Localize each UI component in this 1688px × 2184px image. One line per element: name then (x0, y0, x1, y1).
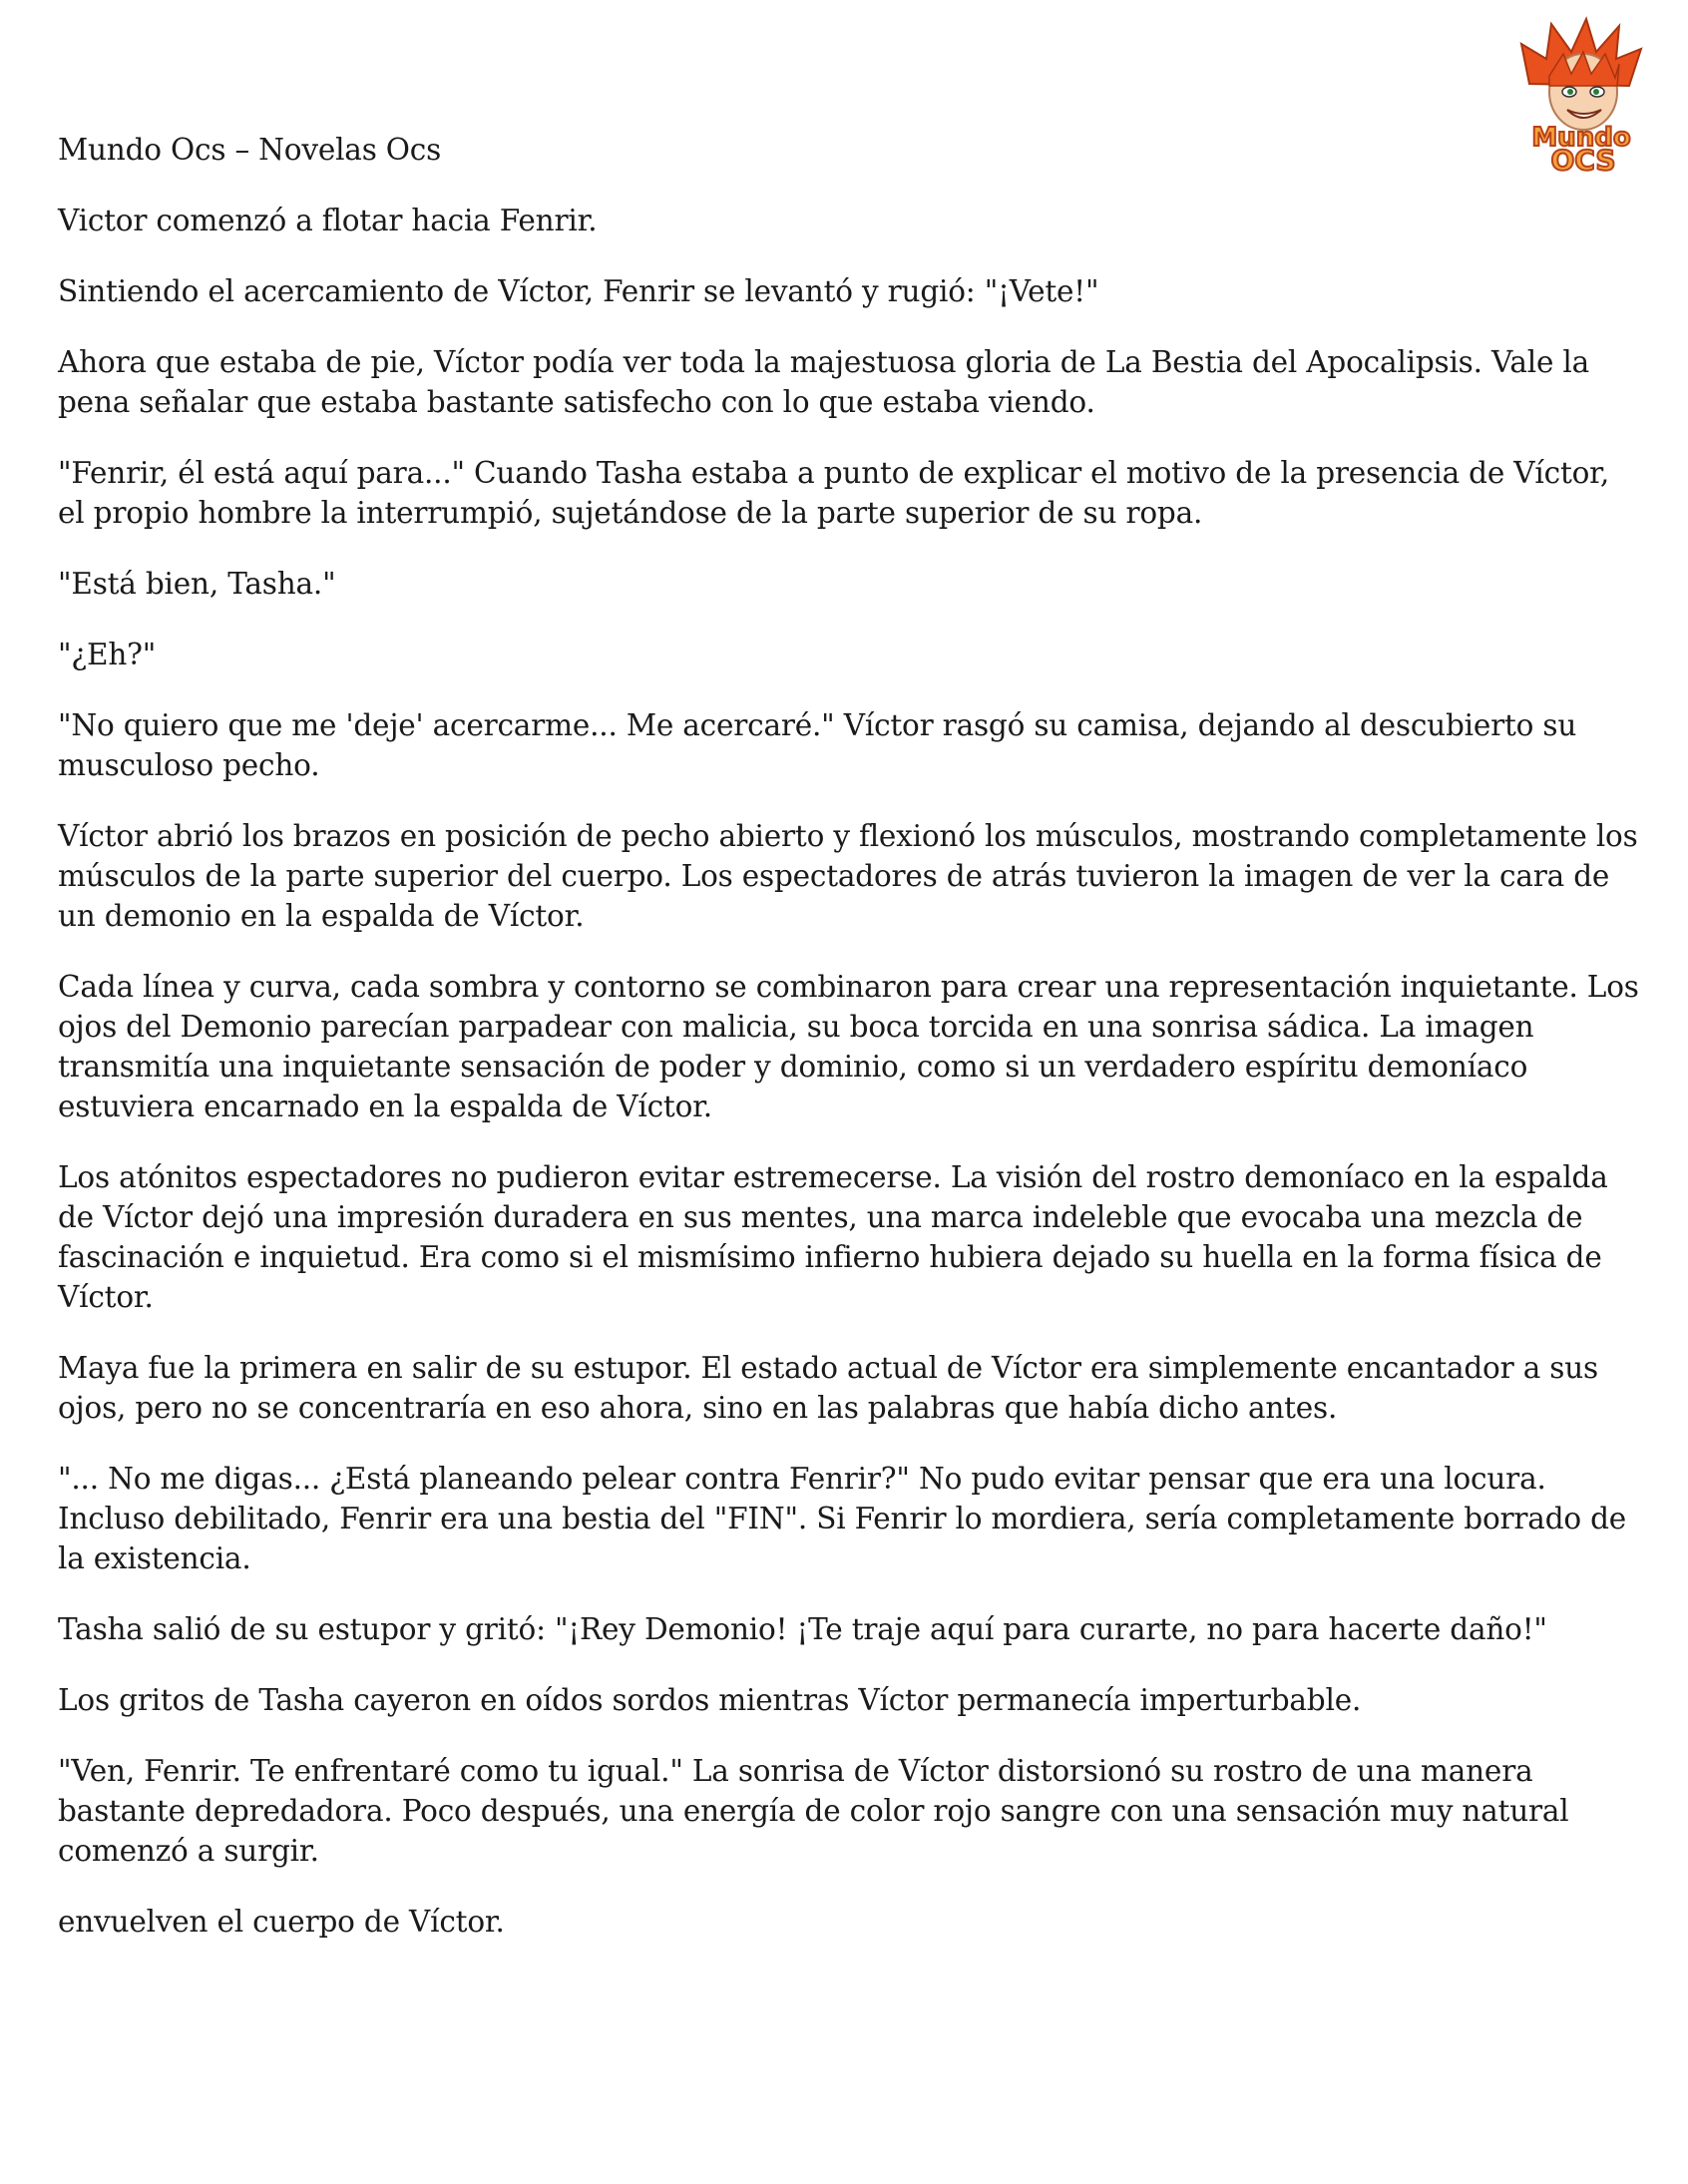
paragraph: "... No me digas... ¿Está planeando pelear contra Fenrir?" No pudo evitar pensar que era una locura. Incluso debilitado, Fenrir era una bestia del "FIN". Si Fenrir lo mordiera, sería completamente borrado de la existencia. (58, 1462, 1627, 1575)
logo-text-bottom: OCS (1550, 144, 1616, 174)
paragraph: "¿Eh?" (58, 638, 157, 671)
paragraph: envuelven el cuerpo de Víctor. (58, 1905, 505, 1939)
paragraph: Cada línea y curva, cada sombra y contorno se combinaron para crear una representación inquietante. Los ojos del Demonio parecían parpadear con malicia, su boca torcida en una sonrisa sádica. La imagen transmitía una inquietante sensación de poder y dominio, como si un verdadero espíritu demoníaco estuviera encarnado en la espalda de Víctor. (58, 970, 1639, 1123)
paragraph: "Fenrir, él está aquí para..." Cuando Tasha estaba a punto de explicar el motivo de la presencia de Víctor, el propio hombre la interrumpió, sujetándose de la parte superior de su ropa. (58, 456, 1609, 530)
paragraph: Víctor abrió los brazos en posición de pecho abierto y flexionó los músculos, mostrando completamente los músculos de la parte superior del cuerpo. Los espectadores de atrás tuvieron la imagen de ver la cara de un demonio en la espalda de Víctor. (58, 819, 1638, 933)
paragraph: Sintiendo el acercamiento de Víctor, Fenrir se levantó y rugió: "¡Vete!" (58, 274, 1099, 308)
paragraph: "No quiero que me 'deje' acercarme... Me acercaré." Víctor rasgó su camisa, dejando al descubierto su musculoso pecho. (58, 708, 1577, 782)
document-body (58, 130, 1644, 1972)
logo-text-top: Mundo (1531, 123, 1631, 153)
paragraph: Tasha salió de su estupor y gritó: "¡Rey Demonio! ¡Te traje aquí para curarte, no para hacerte daño!" (58, 1612, 1547, 1646)
paragraph: Maya fue la primera en salir de su estupor. El estado actual de Víctor era simplemente encantador a sus ojos, pero no se concentraría en eso ahora, sino en las palabras que había dicho antes. (58, 1351, 1598, 1425)
paragraph: Los gritos de Tasha cayeron en oídos sordos mientras Víctor permanecía imperturbable. (58, 1683, 1362, 1717)
paragraph: Ahora que estaba de pie, Víctor podía ver toda la majestuosa gloria de La Bestia del Apocalipsis. Vale la pena señalar que estaba bastante satisfecho con lo que estaba viendo. (58, 345, 1590, 419)
paragraph: "Está bien, Tasha." (58, 567, 336, 601)
paragraph: Los atónitos espectadores no pudieron evitar estremecerse. La visión del rostro demoníaco en la espalda de Víctor dejó una impresión duradera en sus mentes, una marca indeleble que evocaba una mezcla de fascinación e inquietud. Era como si el mismísimo infierno hubiera dejado su huella en la forma física de Víctor. (58, 1160, 1608, 1314)
site-header-line: Mundo Ocs – Novelas Ocs (58, 133, 442, 167)
paragraph: Victor comenzó a flotar hacia Fenrir. (58, 204, 598, 237)
paragraph: "Ven, Fenrir. Te enfrentaré como tu igual." La sonrisa de Víctor distorsionó su rostro de una manera bastante depredadora. Poco después, una energía de color rojo sangre con una sensación muy natural comenzó a surgir. (58, 1754, 1569, 1868)
